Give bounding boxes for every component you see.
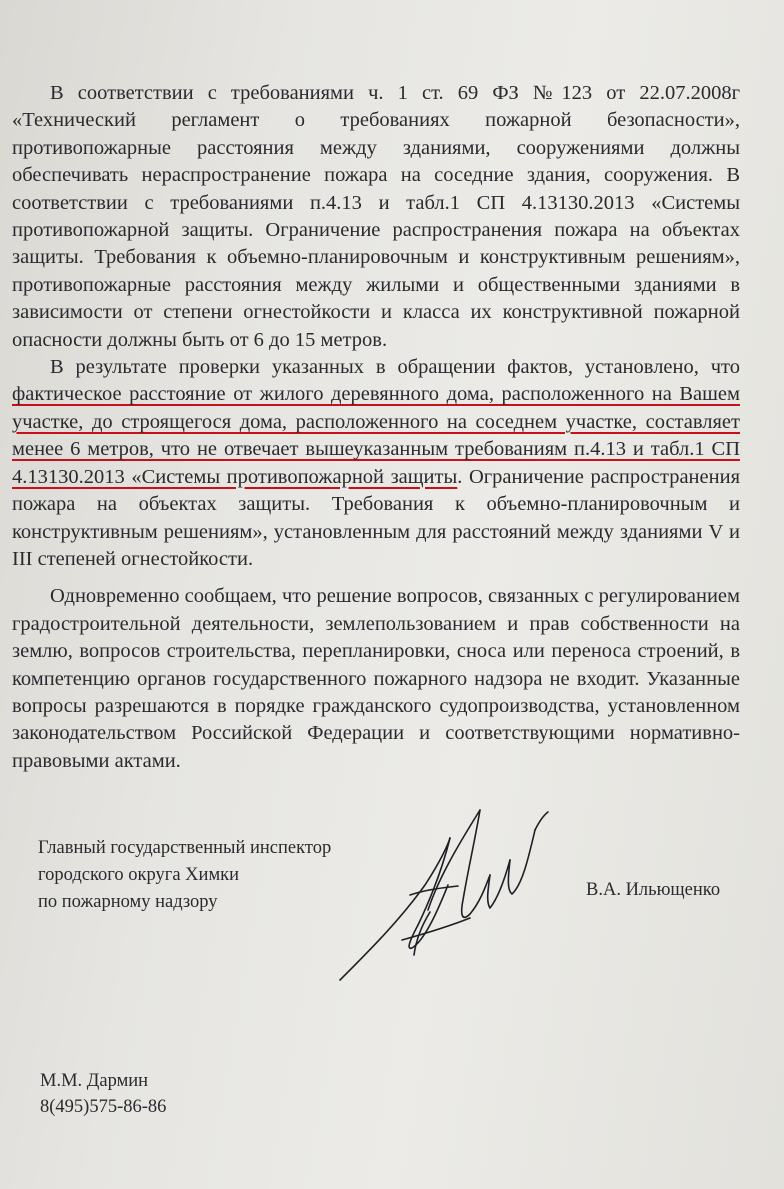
paragraph-regulations: В соответствии с требованиями ч. 1 ст. 69 ФЗ №123 от 22.07.2008г «Технический регламент о требованиях пожарной безопасности», противопожарные расстояния между зданиями, сооружениями должны обеспечивать нераспространение пожара на соседние здания, сооружения. В соответствии с требованиями п.4.13 и табл.1 СП 4.13130.2013 «Системы противопожарной защиты. Ограничение распространения пожара на объектах защиты. Требования к объемно-планировочным и конструктивным решениям», противопожарные расстояния между жилыми и общественными зданиями в зависимости от степени огнестойкости и класса их конструктивной пожарной опасности должны быть от 6 до 15 метров. xyxy=(12,82,740,351)
paragraph-inspection-result xyxy=(12,354,740,573)
paragraph-competence: Одновременно сообщаем, что решение вопросов, связанных с регулированием градостроительной деятельности, землепользованием и прав собственности на землю, вопросов строительства, перепланировки, сноса или переноса строений, в компетенцию органов государственного пожарного надзора не входит. Указанные вопросы разрешаются в порядке гражданского судопроизводства, установленном законодательством Российской Федерации и соответствующими нормативно-правовыми актами. xyxy=(12,585,740,772)
handwritten-signature xyxy=(330,790,560,990)
contact-name: М.М. Дармин xyxy=(40,1071,149,1091)
inspection-intro: В результате проверки указанных в обращении фактов, установлено, что xyxy=(50,356,740,379)
underlined-finding: фактическое расстояние от жилого деревянного дома, расположенного на Вашем участке, до строящегося дома, расположенного на соседнем участке, составляет менее 6 метров, что не отвечает вышеуказанным требованиям п.4.13 и табл.1 СП 4.13130.2013 «Системы противопожарной защиты xyxy=(12,383,740,488)
signatory-line-1: Главный государственный инспектор xyxy=(38,838,332,858)
contact-block xyxy=(40,1068,166,1120)
signatory-title xyxy=(38,835,331,916)
contact-phone: 8(495)575-86-86 xyxy=(40,1097,167,1117)
signatory-line-3: по пожарному надзору xyxy=(38,892,218,912)
letter-body xyxy=(12,80,740,775)
signatory-line-2: городского округа Химки xyxy=(38,865,240,885)
signatory-name: В.А. Ильющенко xyxy=(586,880,721,900)
inspection-rest: . Ограничение распространения пожара на объектах защиты. Требования к объемно-планировочным и конструктивным решениям», установленным для расстояний между зданиями V и III степеней огнестойкости. xyxy=(12,465,740,570)
